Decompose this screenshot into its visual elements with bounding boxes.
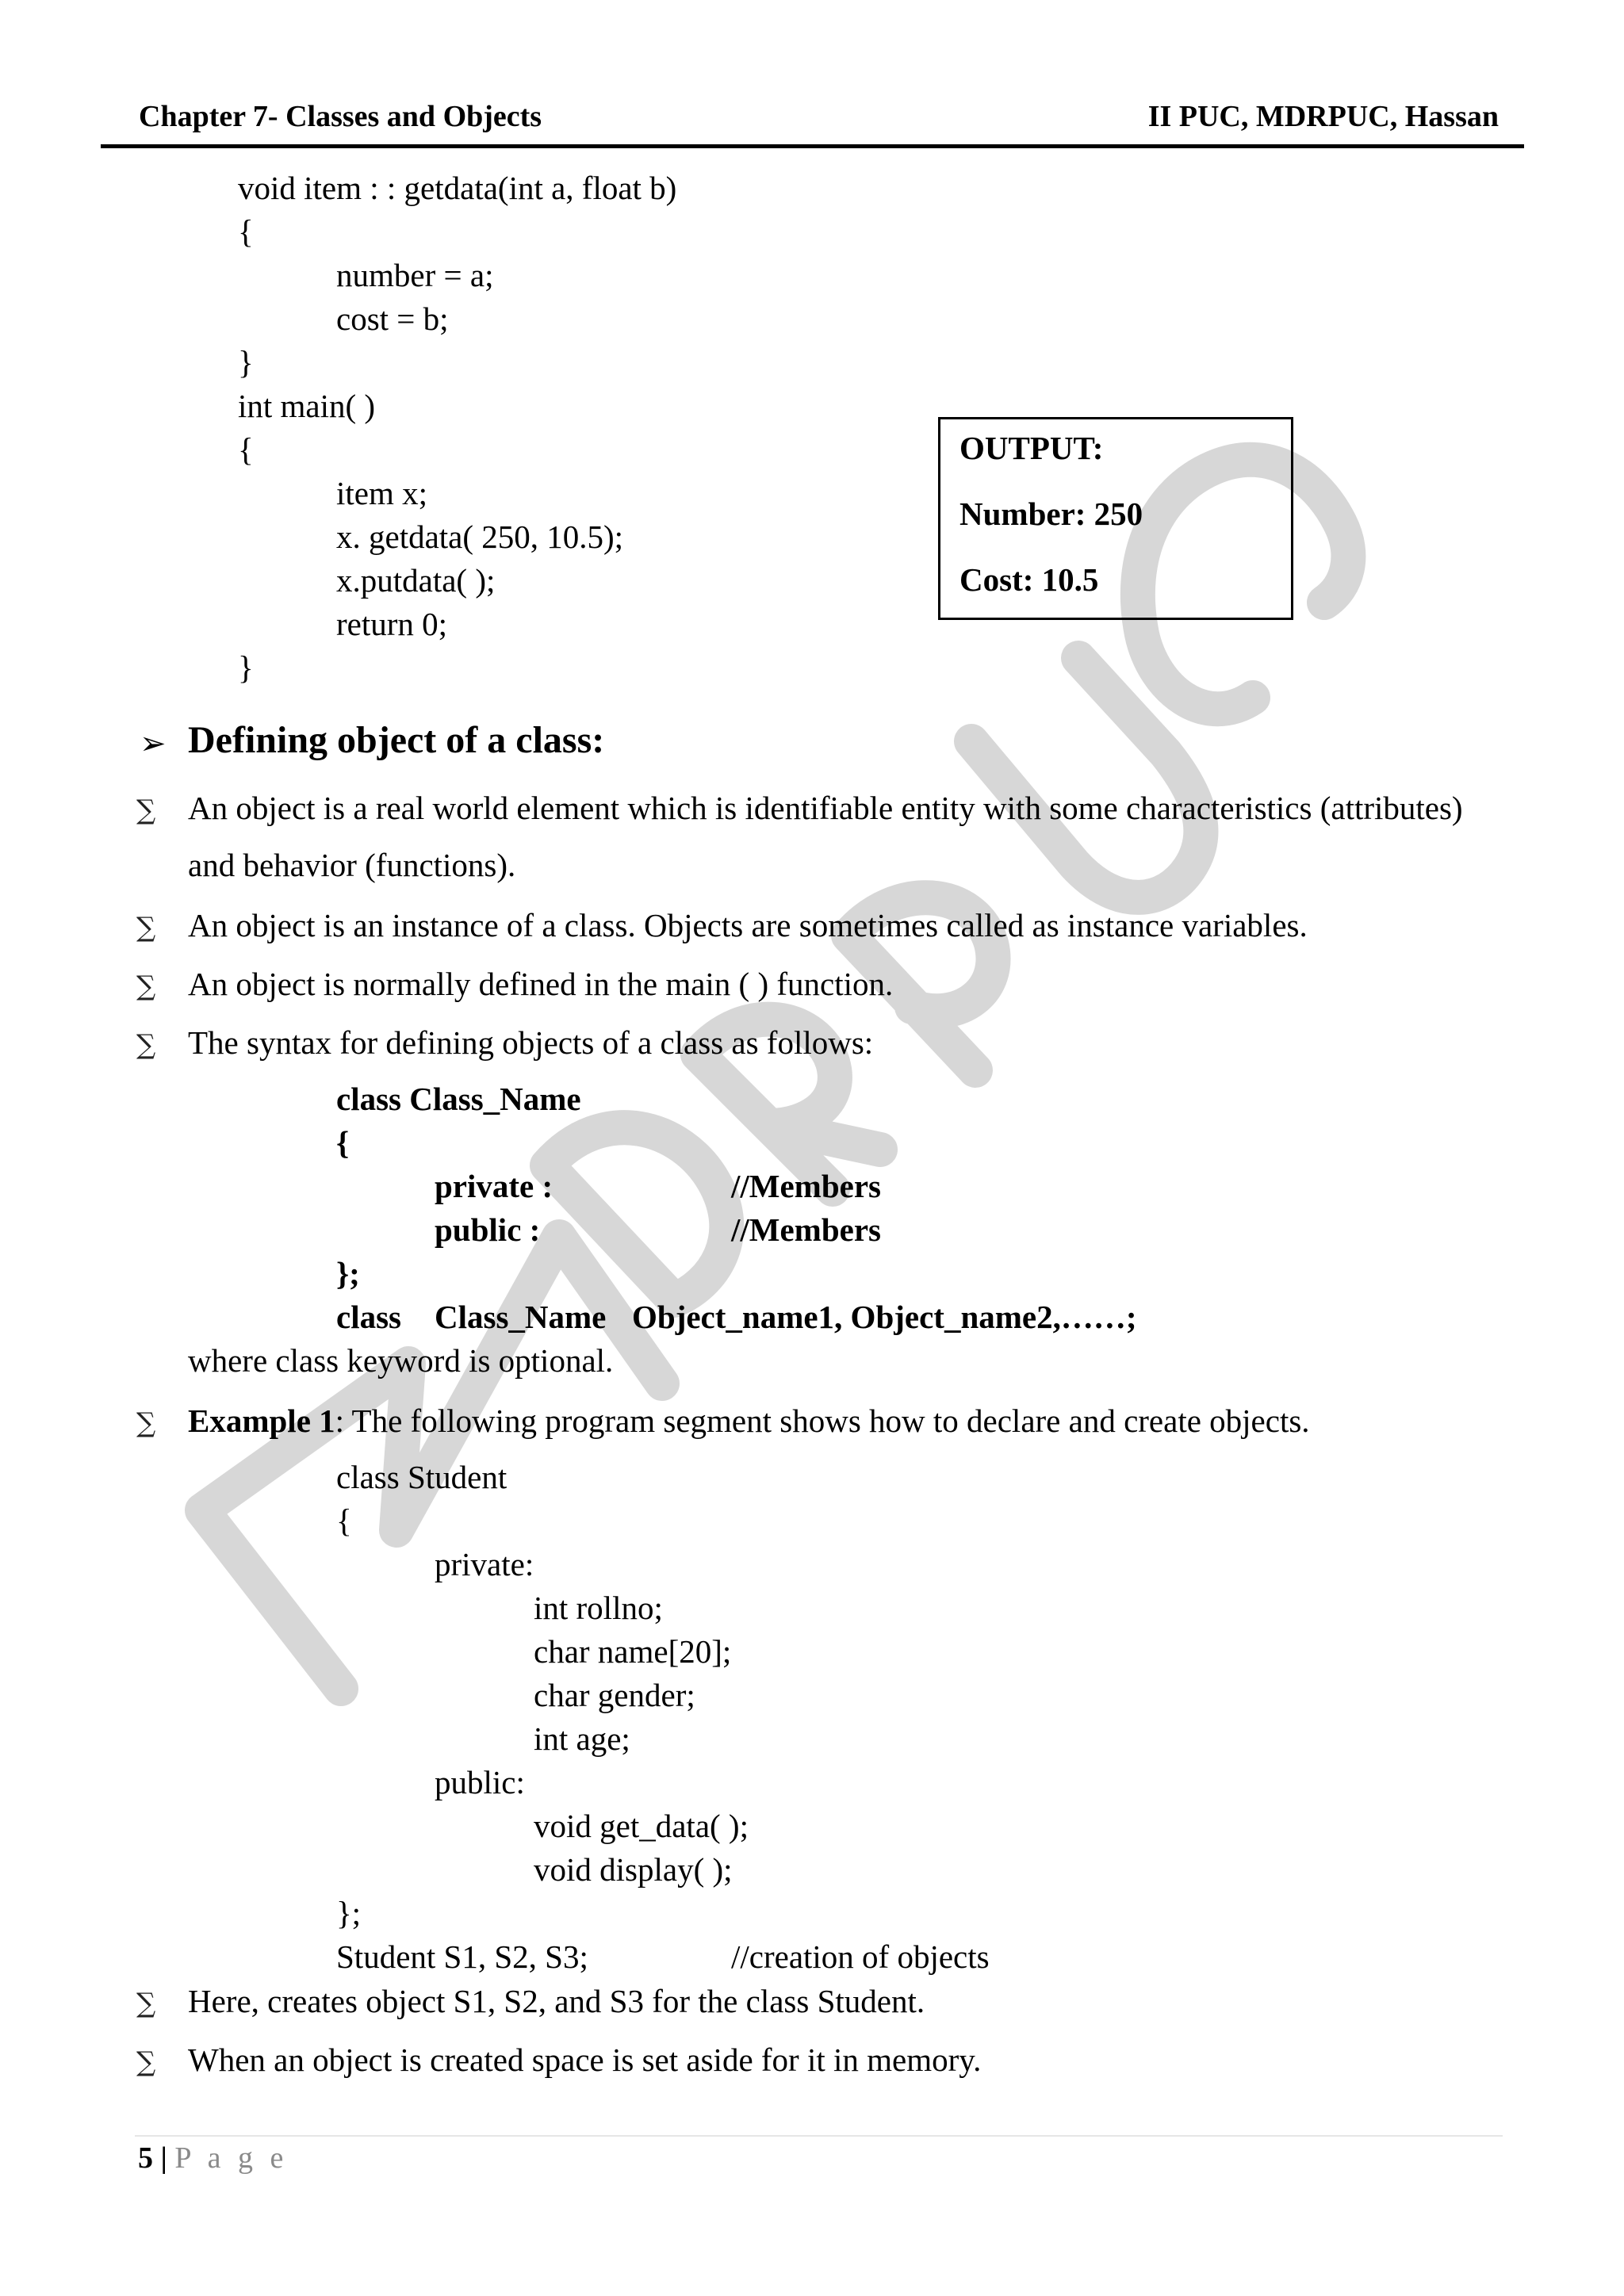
bullet-text: An object is normally defined in the main ( ) function. xyxy=(188,966,894,1002)
syntax-line: }; xyxy=(336,1255,360,1292)
code-line: }; xyxy=(336,1895,362,1931)
bullet-text: Here, creates object S1, S2, and S3 for the class Student. xyxy=(188,1983,925,2019)
page-number xyxy=(138,2141,288,2175)
code-line: } xyxy=(238,344,254,381)
sum-bullet-icon: ∑ xyxy=(136,970,156,1002)
arrow-bullet-icon: ➢ xyxy=(140,725,167,761)
syntax-public: public : xyxy=(435,1211,541,1248)
bullet-text: An object is an instance of a class. Objects are sometimes called as instance variables. xyxy=(188,907,1308,943)
page-word: P a g e xyxy=(174,2141,289,2175)
syntax-line: { xyxy=(336,1124,350,1161)
code-line: number = a; xyxy=(336,257,494,293)
code-line: void display( ); xyxy=(534,1851,733,1888)
code-line: return 0; xyxy=(336,606,448,642)
syntax-object-names: Object_name1, Object_name2,……; xyxy=(632,1299,1137,1335)
example-label: Example 1 xyxy=(188,1402,335,1439)
code-line: } xyxy=(238,649,254,686)
code-line: x. getdata( 250, 10.5); xyxy=(336,519,624,555)
bullet-text-continued: and behavior (functions). xyxy=(188,847,516,883)
syntax-private: private : xyxy=(435,1168,553,1204)
syntax-note: where class keyword is optional. xyxy=(188,1342,614,1379)
sum-bullet-icon: ∑ xyxy=(136,912,156,943)
footer-rule xyxy=(135,2135,1503,2137)
code-line: { xyxy=(336,1502,352,1539)
header-rule xyxy=(101,144,1524,148)
bullet-text: The syntax for defining objects of a class as follows: xyxy=(188,1024,874,1061)
sum-bullet-icon: ∑ xyxy=(136,2046,156,2078)
example-text: : The following program segment shows how to declare and create objects. xyxy=(335,1402,1310,1439)
code-line: char name[20]; xyxy=(534,1633,732,1670)
code-line: item x; xyxy=(336,475,428,511)
code-line: { xyxy=(238,431,254,468)
syntax-class-keyword: class xyxy=(336,1299,401,1335)
page-number-value: 5 xyxy=(138,2141,153,2175)
code-line: class Student xyxy=(336,1459,508,1495)
page-separator: | xyxy=(160,2141,167,2175)
code-line: void item : : getdata(int a, float b) xyxy=(238,170,677,206)
example-line xyxy=(188,1399,1310,1442)
bullet-text: When an object is created space is set aside for it in memory. xyxy=(188,2042,982,2078)
header-chapter-title: Chapter 7- Classes and Objects xyxy=(139,100,542,133)
sum-bullet-icon: ∑ xyxy=(136,1988,156,2019)
code-line: public: xyxy=(435,1764,525,1800)
code-line: private: xyxy=(435,1546,534,1582)
code-line: void get_data( ); xyxy=(534,1808,749,1844)
sum-bullet-icon: ∑ xyxy=(136,794,156,826)
code-line: int rollno; xyxy=(534,1590,663,1626)
syntax-comment: //Members xyxy=(731,1168,881,1204)
output-title: OUTPUT: xyxy=(959,430,1104,466)
code-line: int main( ) xyxy=(238,388,376,424)
code-line: { xyxy=(238,213,254,250)
code-line: x.putdata( ); xyxy=(336,562,496,599)
syntax-comment: //Members xyxy=(731,1211,881,1248)
section-heading: Defining object of a class: xyxy=(188,719,605,761)
bullet-text: An object is a real world element which is identifiable entity with some characteristics (attributes) xyxy=(188,790,1463,826)
code-line: Student S1, S2, S3; xyxy=(336,1938,588,1975)
output-cost: Cost: 10.5 xyxy=(959,561,1099,598)
code-comment: //creation of objects xyxy=(731,1938,990,1975)
code-line: char gender; xyxy=(534,1677,695,1713)
sum-bullet-icon: ∑ xyxy=(136,1029,156,1061)
output-number: Number: 250 xyxy=(959,496,1143,532)
code-line: int age; xyxy=(534,1720,630,1757)
syntax-class-name: Class_Name xyxy=(435,1299,607,1335)
syntax-line: class Class_Name xyxy=(336,1081,581,1117)
code-line: cost = b; xyxy=(336,300,449,337)
sum-bullet-icon: ∑ xyxy=(136,1407,156,1439)
header-institution: II PUC, MDRPUC, Hassan xyxy=(1147,100,1499,133)
